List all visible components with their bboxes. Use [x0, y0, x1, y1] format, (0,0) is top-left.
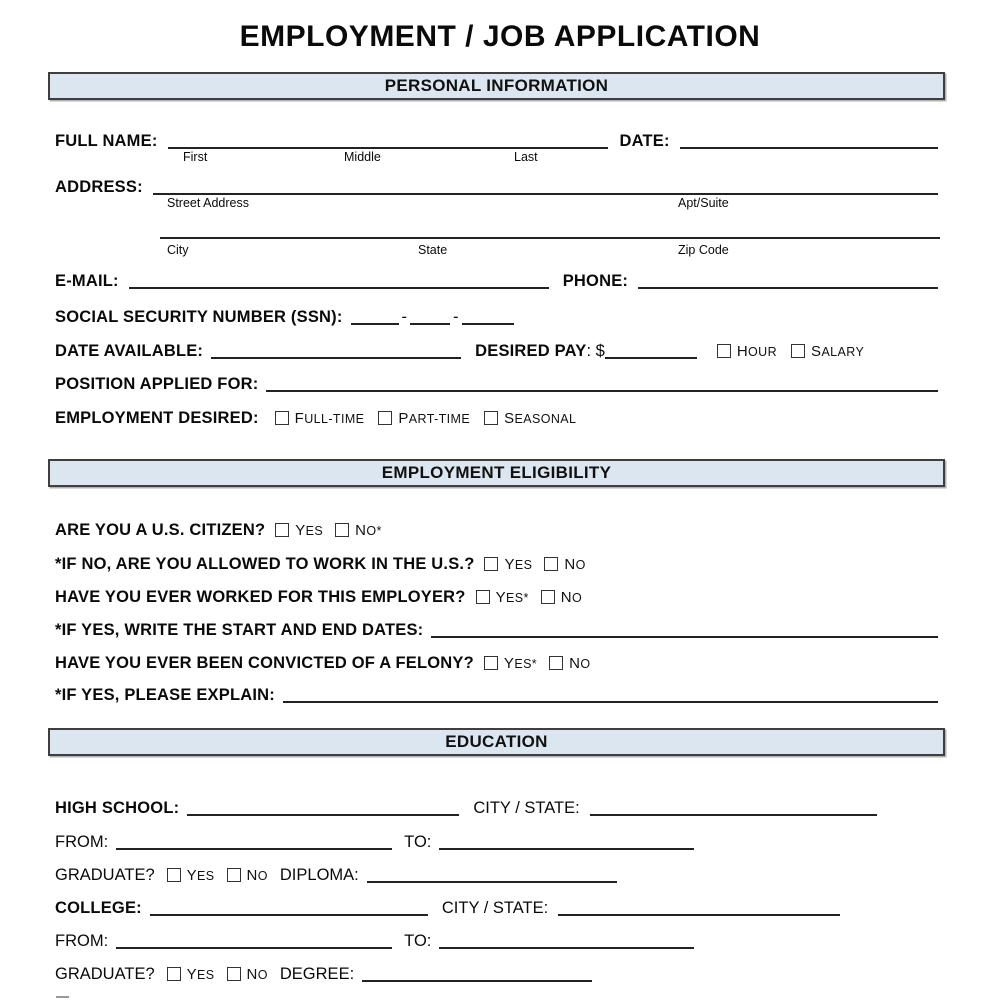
allowed-to-work-row — [55, 555, 938, 574]
phone-field-line[interactable] — [638, 277, 938, 289]
worked-no-checkbox-box[interactable] — [541, 590, 555, 604]
hs-graduate-row — [55, 866, 938, 885]
explain-label: *IF YES, PLEASE EXPLAIN: — [55, 686, 275, 704]
high-school-field-line[interactable] — [187, 804, 459, 816]
employment-desired-label: EMPLOYMENT DESIRED: — [55, 409, 259, 427]
address-row — [55, 178, 938, 197]
citizen-yes-checkbox[interactable] — [275, 521, 323, 539]
address-label: ADDRESS: — [55, 178, 143, 196]
felony-no-checkbox[interactable] — [549, 654, 590, 672]
worked-yes-checkbox[interactable] — [476, 588, 529, 606]
start-end-dates-label: *IF YES, WRITE THE START AND END DATES: — [55, 621, 424, 639]
email-field-line[interactable] — [129, 277, 549, 289]
college-to-field-line[interactable] — [439, 937, 694, 949]
seasonal-checkbox-box[interactable] — [484, 411, 498, 425]
college-city-state-label: CITY / STATE: — [441, 899, 549, 917]
citizen-row — [55, 521, 938, 540]
college-row — [55, 899, 938, 918]
state-sublabel: State — [418, 243, 448, 257]
college-field-line[interactable] — [150, 904, 428, 916]
hour-checkbox-label: HOUR — [736, 343, 778, 360]
diploma-field-line[interactable] — [367, 871, 617, 883]
street-address-sublabel: Street Address — [167, 196, 249, 210]
hs-graduate-no-checkbox-box[interactable] — [227, 868, 241, 882]
hour-checkbox[interactable] — [717, 342, 777, 360]
name-sublabels — [0, 150, 1000, 166]
explain-row — [55, 686, 938, 705]
cutoff-checkbox — [56, 996, 69, 1000]
citizen-no-checkbox[interactable] — [335, 521, 382, 539]
address-sublabels-2 — [0, 243, 1000, 259]
city-sublabel: City — [167, 243, 189, 257]
salary-checkbox-label: SALARY — [811, 343, 865, 360]
salary-checkbox-box[interactable] — [791, 344, 805, 358]
college-graduate-no-checkbox-box[interactable] — [227, 967, 241, 981]
date-available-field-line[interactable] — [211, 347, 461, 359]
citizen-yes-checkbox-box[interactable] — [275, 523, 289, 537]
ssn-label: SOCIAL SECURITY NUMBER (SSN): — [55, 308, 343, 326]
date-available-row — [55, 342, 938, 361]
desired-pay-field-line[interactable] — [605, 347, 697, 359]
hs-graduate-yes-checkbox-box[interactable] — [167, 868, 181, 882]
high-school-label: HIGH SCHOOL: — [55, 799, 180, 817]
college-to-label: TO: — [404, 932, 432, 950]
hs-from-label: FROM: — [55, 833, 109, 851]
allowed-question: *IF NO, ARE YOU ALLOWED TO WORK IN THE U.S.? — [55, 555, 475, 573]
college-graduate-no-label: NO — [246, 966, 268, 983]
citizen-question: ARE YOU A U.S. CITIZEN? — [55, 521, 266, 539]
hs-graduate-no-checkbox[interactable] — [227, 866, 268, 884]
street-address-field-line[interactable] — [153, 183, 938, 195]
degree-field-line[interactable] — [362, 970, 592, 982]
position-label: POSITION APPLIED FOR: — [55, 375, 259, 393]
ssn-field-line-2[interactable] — [410, 313, 450, 325]
felony-yes-checkbox-box[interactable] — [484, 656, 498, 670]
allowed-yes-checkbox[interactable] — [484, 555, 532, 573]
date-label: DATE: — [619, 132, 670, 150]
full-time-checkbox-label: FULL-TIME — [294, 410, 365, 427]
felony-yes-checkbox[interactable] — [484, 654, 537, 672]
felony-row — [55, 654, 938, 673]
email-phone-row — [55, 272, 938, 291]
college-graduate-yes-label: YES — [186, 966, 215, 983]
zip-code-sublabel: Zip Code — [678, 243, 729, 257]
college-from-to-row — [55, 932, 938, 951]
explain-field-line[interactable] — [283, 691, 938, 703]
college-graduate-label: GRADUATE? — [55, 965, 155, 983]
full-name-field-line[interactable] — [168, 137, 608, 149]
worked-yes-label: YES* — [495, 589, 529, 606]
hs-graduate-label: GRADUATE? — [55, 866, 155, 884]
ssn-field-line-1[interactable] — [351, 313, 399, 325]
full-time-checkbox[interactable] — [275, 409, 365, 427]
section-header-employment-eligibility: EMPLOYMENT ELIGIBILITY — [48, 459, 945, 487]
position-field-line[interactable] — [266, 380, 938, 392]
address-sublabels-1 — [0, 196, 1000, 212]
full-name-label: FULL NAME: — [55, 132, 158, 150]
citizen-no-checkbox-box[interactable] — [335, 523, 349, 537]
hs-from-field-line[interactable] — [116, 838, 392, 850]
high-school-row — [55, 799, 938, 818]
college-label: COLLEGE: — [55, 899, 142, 917]
section-header-education: EDUCATION — [48, 728, 945, 756]
diploma-label: DIPLOMA: — [279, 866, 359, 884]
hs-city-state-label: CITY / STATE: — [473, 799, 580, 817]
ssn-dash-2: - — [453, 308, 459, 326]
felony-no-label: NO — [569, 655, 591, 672]
hour-checkbox-box[interactable] — [717, 344, 731, 358]
seasonal-checkbox[interactable] — [484, 409, 576, 427]
college-graduate-yes-checkbox[interactable] — [167, 965, 215, 983]
college-graduate-row — [55, 965, 938, 984]
citizen-no-label: NO* — [355, 522, 382, 539]
worked-yes-checkbox-box[interactable] — [476, 590, 490, 604]
felony-no-checkbox-box[interactable] — [549, 656, 563, 670]
hs-city-state-field-line[interactable] — [590, 804, 877, 816]
hs-graduate-no-label: NO — [246, 867, 268, 884]
desired-pay-label: DESIRED PAY — [475, 342, 587, 360]
worked-no-label: NO — [560, 589, 583, 606]
college-from-field-line[interactable] — [116, 937, 392, 949]
position-row — [55, 375, 938, 394]
page-title: EMPLOYMENT / JOB APPLICATION — [239, 20, 761, 53]
ssn-field-line-3[interactable] — [462, 313, 514, 325]
seasonal-checkbox-label: SEASONAL — [504, 410, 577, 427]
employment-desired-row — [55, 409, 938, 428]
section-header-personal-information: PERSONAL INFORMATION — [48, 72, 945, 100]
pay-prefix: : $ — [586, 342, 605, 360]
first-sublabel: First — [183, 150, 208, 164]
part-time-checkbox-label: PART-TIME — [398, 410, 471, 427]
hs-to-field-line[interactable] — [439, 838, 694, 850]
full-time-checkbox-box[interactable] — [275, 411, 289, 425]
degree-label: DEGREE: — [279, 965, 355, 983]
salary-checkbox[interactable] — [791, 342, 864, 360]
felony-question: HAVE YOU EVER BEEN CONVICTED OF A FELONY? — [55, 654, 474, 672]
allowed-no-checkbox-box[interactable] — [544, 557, 558, 571]
phone-label: PHONE: — [562, 272, 629, 290]
city-state-zip-field-line[interactable] — [160, 237, 940, 239]
worked-no-checkbox[interactable] — [541, 588, 582, 606]
start-end-dates-field-line[interactable] — [431, 626, 938, 638]
date-available-label: DATE AVAILABLE: — [55, 342, 204, 360]
college-graduate-yes-checkbox-box[interactable] — [167, 967, 181, 981]
college-city-state-field-line[interactable] — [558, 904, 840, 916]
college-from-label: FROM: — [55, 932, 109, 950]
part-time-checkbox[interactable] — [378, 409, 470, 427]
allowed-yes-label: YES — [504, 556, 533, 573]
ssn-dash-1: - — [401, 308, 408, 326]
citizen-yes-label: YES — [295, 522, 324, 539]
worked-question: HAVE YOU EVER WORKED FOR THIS EMPLOYER? — [55, 588, 466, 606]
last-sublabel: Last — [514, 150, 538, 164]
worked-for-employer-row — [55, 588, 938, 607]
ssn-row — [55, 308, 938, 327]
hs-graduate-yes-checkbox[interactable] — [167, 866, 215, 884]
hs-from-to-row — [55, 833, 938, 852]
start-end-dates-row — [55, 621, 938, 640]
middle-sublabel: Middle — [344, 150, 381, 164]
allowed-no-checkbox[interactable] — [544, 555, 585, 573]
hs-to-label: TO: — [404, 833, 432, 851]
full-name-row — [55, 132, 938, 151]
allowed-yes-checkbox-box[interactable] — [484, 557, 498, 571]
apt-suite-sublabel: Apt/Suite — [678, 196, 729, 210]
allowed-no-label: NO — [564, 556, 586, 573]
hs-graduate-yes-label: YES — [186, 867, 215, 884]
part-time-checkbox-box[interactable] — [378, 411, 392, 425]
email-label: E-MAIL: — [55, 272, 119, 290]
felony-yes-label: YES* — [503, 655, 538, 672]
college-graduate-no-checkbox[interactable] — [227, 965, 268, 983]
date-field-line[interactable] — [680, 137, 938, 149]
